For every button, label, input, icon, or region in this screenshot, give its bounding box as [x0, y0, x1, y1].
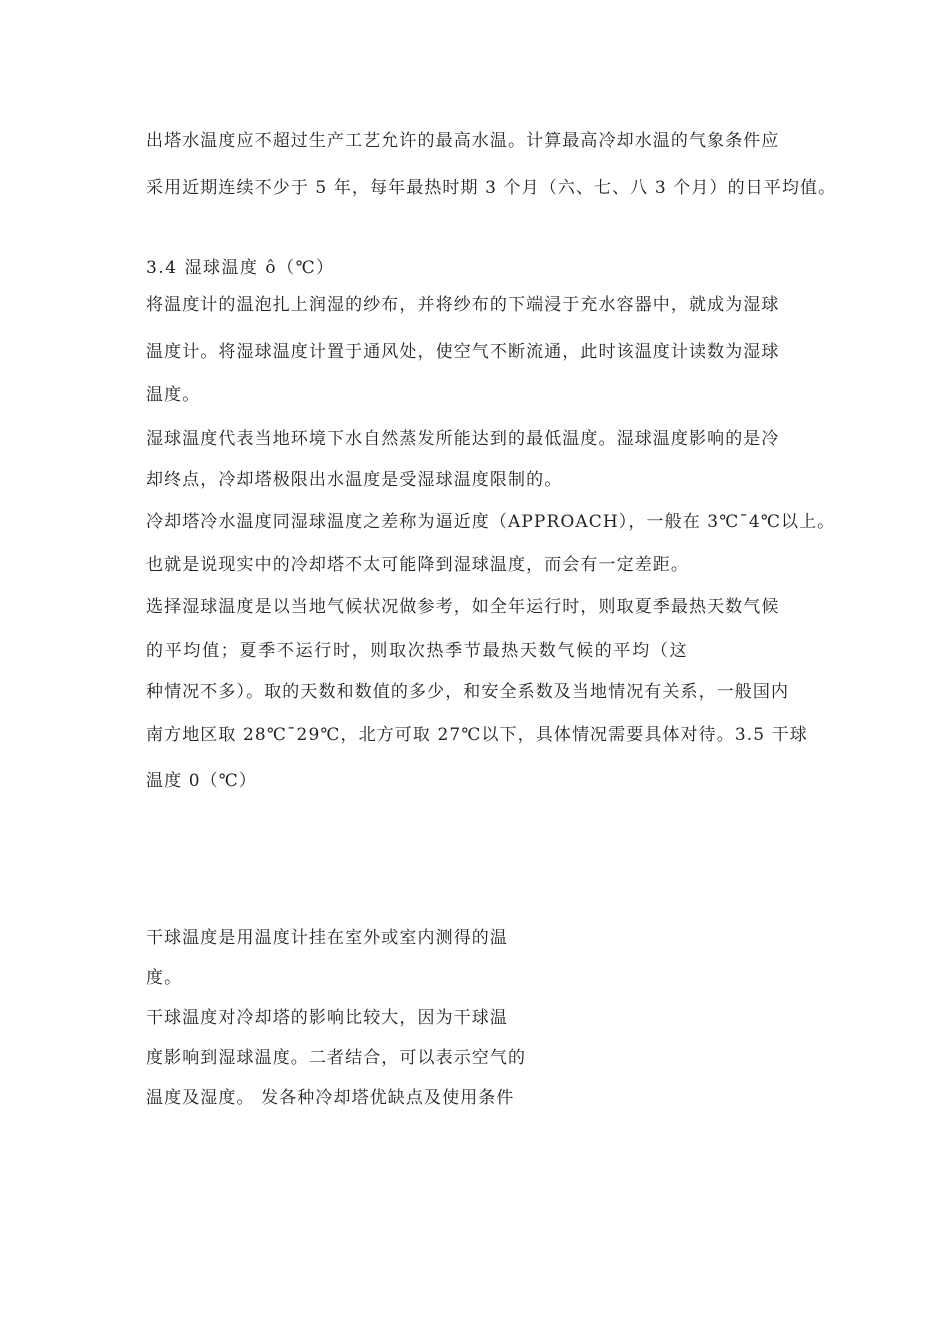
paragraph-line: 冷却塔冷水温度同湿球温度之差称为逼近度（APPROACH），一般在 3℃¯4℃以上。	[146, 512, 836, 532]
paragraph-line: 温度。	[146, 385, 201, 405]
paragraph-line: 湿球温度代表当地环境下水自然蒸发所能达到的最低温度。湿球温度影响的是冷	[146, 429, 780, 449]
paragraph-line: 度。	[146, 968, 183, 988]
paragraph-line: 种情况不多）。取的天数和数值的多少，和安全系数及当地情况有关系，一般国内	[146, 682, 790, 702]
paragraph-line: 选择湿球温度是以当地气候状况做参考，如全年运行时，则取夏季最热天数气候	[146, 597, 780, 617]
paragraph-line: 也就是说现实中的冷却塔不太可能降到湿球温度，而会有一定差距。	[146, 555, 689, 575]
paragraph-line: 温度及湿度。 发各种冷却塔优缺点及使用条件	[146, 1088, 515, 1108]
paragraph-line: 出塔水温度应不超过生产工艺允许的最高水温。计算最高冷却水温的气象条件应	[146, 131, 780, 151]
paragraph-line: 度影响到湿球温度。二者结合，可以表示空气的	[146, 1048, 527, 1068]
paragraph-line: 温度计。将湿球温度计置于通风处，使空气不断流通，此时该温度计读数为湿球	[146, 342, 780, 362]
paragraph-line: 将温度计的温泡扎上润湿的纱布，并将纱布的下端浸于充水容器中，就成为湿球	[146, 295, 780, 315]
section-heading: 3.4 湿球温度 ô（℃）	[146, 258, 335, 278]
paragraph-line: 干球温度对冷却塔的影响比较大，因为干球温	[146, 1008, 508, 1028]
paragraph-line: 的平均值；夏季不运行时，则取次热季节最热天数气候的平均（这	[146, 641, 689, 661]
paragraph-line: 南方地区取 28℃¯29℃，北方可取 27℃以下，具体情况需要具体对待。3.5 干球	[146, 725, 808, 745]
paragraph-line: 干球温度是用温度计挂在室外或室内测得的温	[146, 928, 508, 948]
paragraph-line: 采用近期连续不少于 5 年，每年最热时期 3 个月（六、七、八 3 个月）的日平均值。	[146, 178, 837, 198]
section-heading: 温度 0（℃）	[146, 771, 257, 791]
paragraph-line: 却终点，冷却塔极限出水温度是受湿球温度限制的。	[146, 470, 563, 490]
